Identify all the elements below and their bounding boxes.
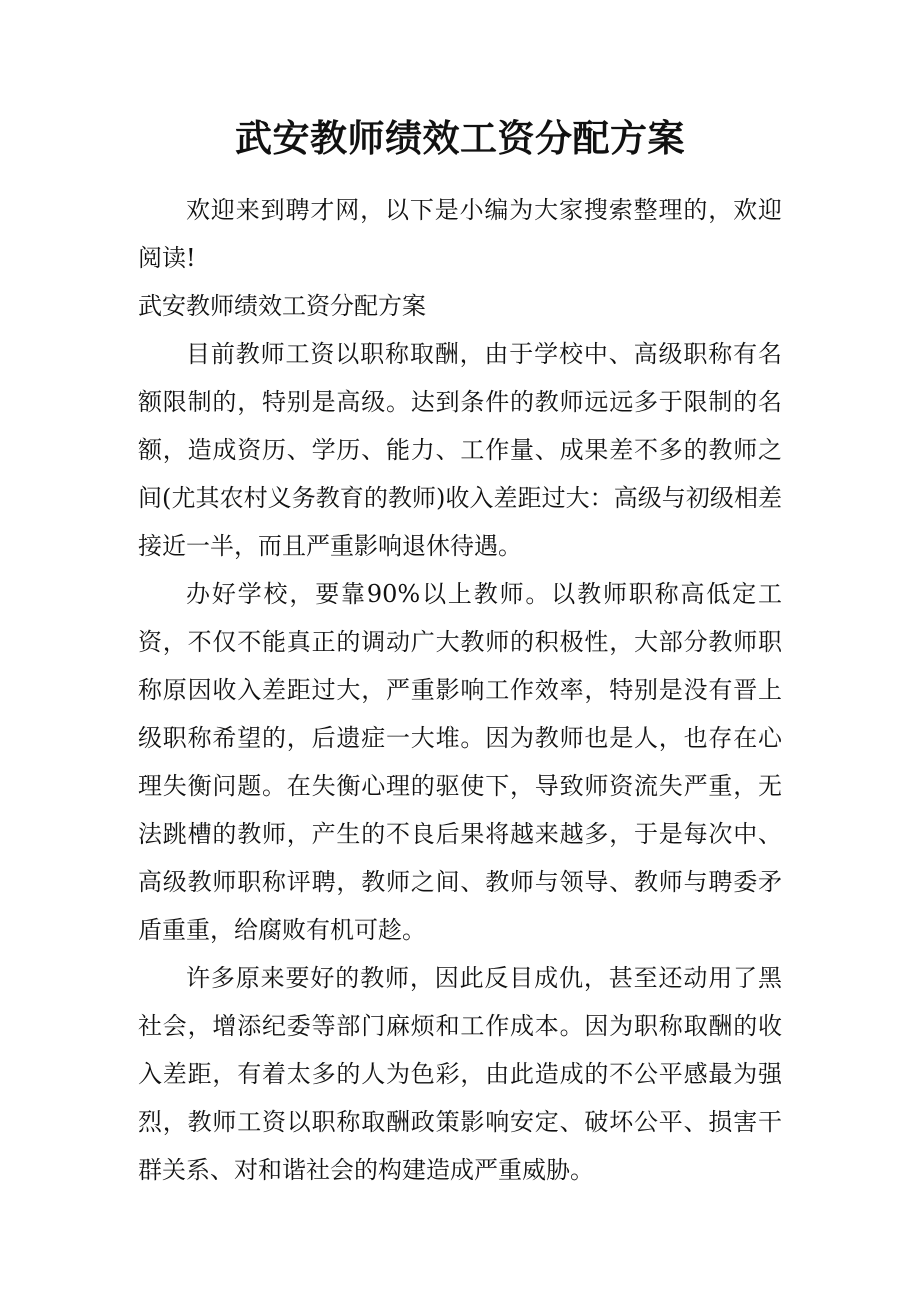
body-paragraph: 办好学校，要靠90%以上教师。以教师职称高低定工资，不仅不能真正的调动广大教师的积极性，大部分教师职称原因收入差距过大，严重影响工作效率，特别是没有晋上级职称希望的，后遗症一大堆。因为教师也是人，也存在心理失衡问题。在失衡心理的驱使下，导致师资流失严重，无法跳槽的教师，产生的不良后果将越来越多，于是每次中、高级教师职称评聘，教师之间、教师与领导、教师与聘委矛盾重重，给腐败有机可趁。 [138, 580, 782, 944]
section-subtitle: 武安教师绩效工资分配方案 [138, 292, 426, 320]
body-paragraph: 目前教师工资以职称取酬，由于学校中、高级职称有名额限制的，特别是高级。达到条件的教师远远多于限制的名额，造成资历、学历、能力、工作量、成果差不多的教师之间(尤其农村义务教育的教师)收入差距过大：高级与初级相差接近一半，而且严重影响退休待遇。 [138, 340, 782, 560]
body-paragraph: 许多原来要好的教师，因此反目成仇，甚至还动用了黑社会，增添纪委等部门麻烦和工作成本。因为职称取酬的收入差距，有着太多的人为色彩，由此造成的不公平感最为强烈，教师工资以职称取酬政策影响安定、破坏公平、损害干群关系、对和谐社会的构建造成严重威胁。 [138, 964, 782, 1184]
intro-paragraph: 欢迎来到聘才网，以下是小编为大家搜索整理的，欢迎阅读! [138, 196, 782, 272]
document-title: 武安教师绩效工资分配方案 [235, 116, 685, 160]
